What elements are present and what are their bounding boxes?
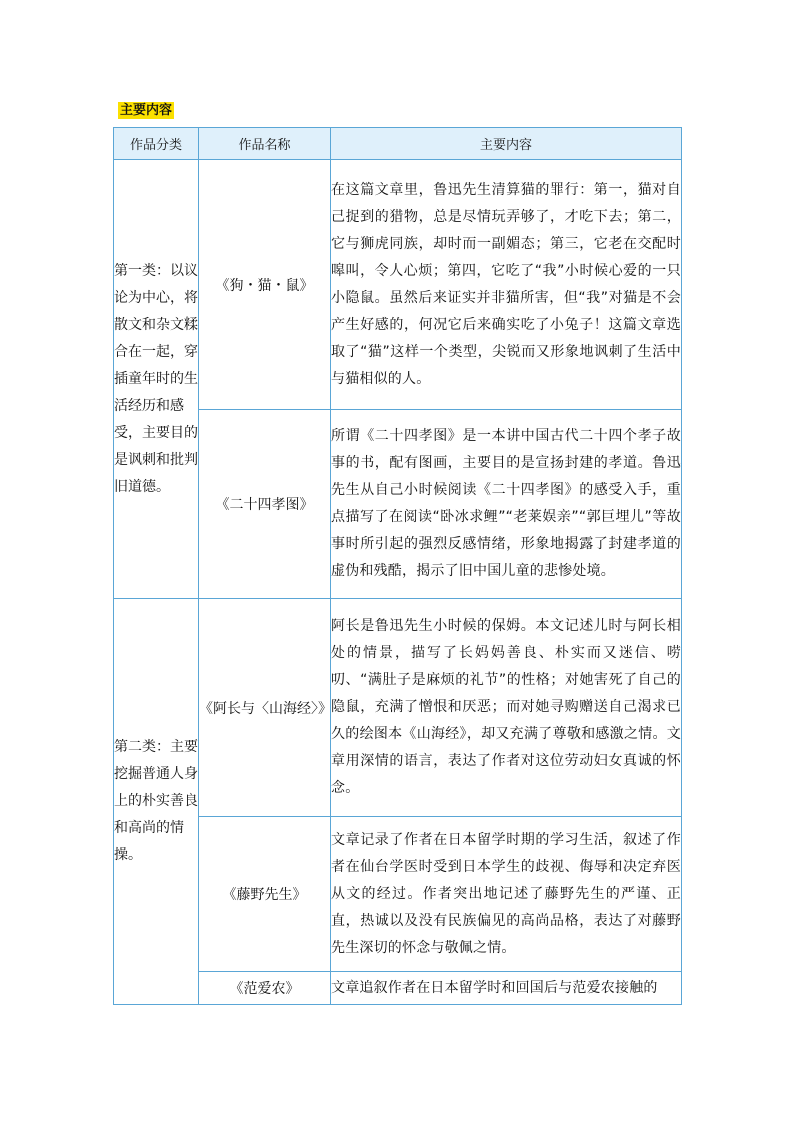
table-row <box>114 410 682 599</box>
header-title: 作品名称 <box>199 128 331 160</box>
table-row <box>114 817 682 972</box>
category-cell: 第一类：以议论为中心，将散文和杂文糅合在一起，穿插童年时的生活经历和感受，主要目的是讽刺和批判旧道德。 <box>114 160 199 599</box>
work-title: 《阿长与〈山海经〉》 <box>199 599 331 817</box>
work-content: 所谓《二十四孝图》是一本讲中国古代二十四个孝子故事的书，配有图画，主要目的是宣扬封建的孝道。鲁迅先生从自己小时候阅读《二十四孝图》的感受入手，重点描写了在阅读“卧冰求鲤”“老莱娱亲”“郭巨埋儿”等故事时所引起的强烈反感情绪，形象地揭露了封建孝道的虚伪和残酷，揭示了旧中国儿童的悲惨处境。 <box>331 410 682 599</box>
section-title: 主要内容 <box>120 103 173 118</box>
work-content: 阿长是鲁迅先生小时候的保姆。本文记述儿时与阿长相处的情景，描写了长妈妈善良、朴实而又迷信、唠叨、“满肚子是麻烦的礼节”的性格；对她害死了自己的隐鼠，充满了憎恨和厌恶；而对她寻购赠送自己渴求已久的绘图本《山海经》，却又充满了尊敬和感激之情。文章用深情的语言，表达了作者对这位劳动妇女真诚的怀念。 <box>331 599 682 817</box>
work-title: 《二十四孝图》 <box>199 410 331 599</box>
work-content: 在这篇文章里，鲁迅先生清算猫的罪行：第一，猫对自己捉到的猎物，总是尽情玩弄够了，才吃下去；第二，它与狮虎同族，却时而一副媚态；第三，它老在交配时嗥叫，令人心烦；第四，它吃了“我”小时候心爱的一只小隐鼠。虽然后来证实并非猫所害，但“我”对猫是不会产生好感的，何况它后来确实吃了小兔子！这篇文章选取了“猫”这样一个类型，尖锐而又形象地讽刺了生活中与猫相似的人。 <box>331 160 682 410</box>
work-content: 文章记录了作者在日本留学时期的学习生活，叙述了作者在仙台学医时受到日本学生的歧视、侮辱和决定弃医从文的经过。作者突出地记述了藤野先生的严谨、正直，热诚以及没有民族偏见的高尚品格，表达了对藤野先生深切的怀念与敬佩之情。 <box>331 817 682 972</box>
table-row <box>114 160 682 410</box>
table-row <box>114 599 682 817</box>
work-title: 《狗・猫・鼠》 <box>199 160 331 410</box>
header-content: 主要内容 <box>331 128 682 160</box>
header-row <box>114 128 682 160</box>
content-table <box>113 127 682 1005</box>
work-content: 文章追叙作者在日本留学时和回国后与范爱农接触的 <box>331 972 682 1005</box>
work-title: 《范爱农》 <box>199 972 331 1005</box>
category-cell: 第二类：主要挖掘普通人身上的朴实善良和高尚的情操。 <box>114 599 199 1005</box>
table-row <box>114 972 682 1005</box>
work-title: 《藤野先生》 <box>199 817 331 972</box>
header-category: 作品分类 <box>114 128 199 160</box>
